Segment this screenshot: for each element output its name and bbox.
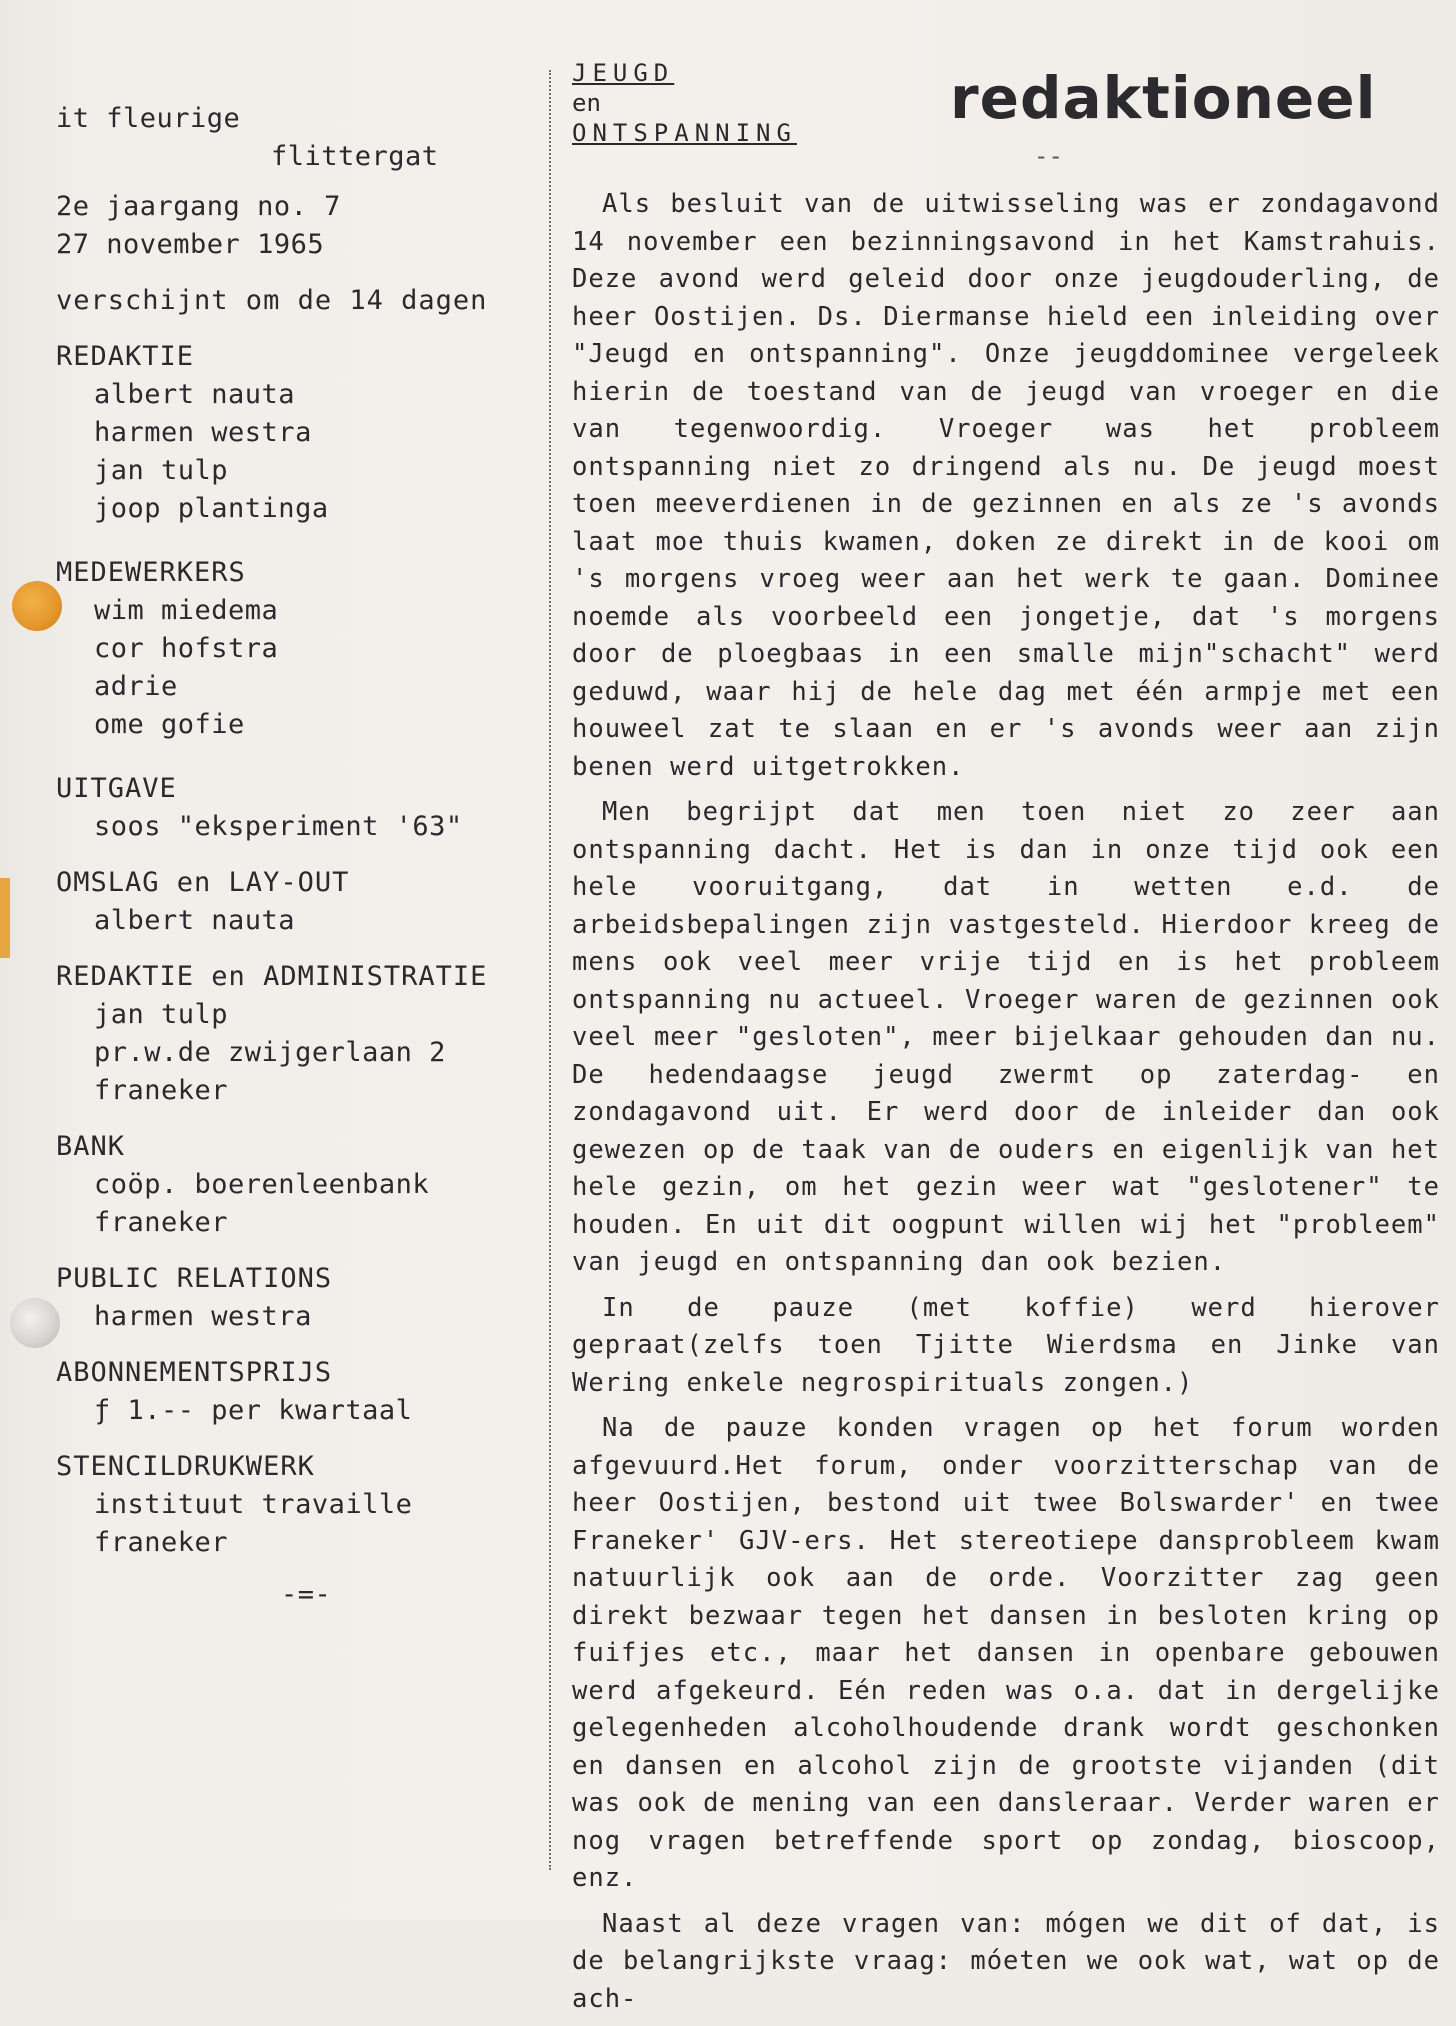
colophon	[56, 100, 536, 1614]
section-line: pr.w.de zwijgerlaan 2	[94, 1037, 446, 1068]
section-heading: ABONNEMENTSPRIJS	[56, 1357, 333, 1388]
closing-mark: -=-	[281, 1579, 332, 1610]
section-line: franeker	[94, 1207, 229, 1238]
article-paragraph: In de pauze (met koffie) werd hierover gepraat(zelfs toen Tjitte Wierdsma en Jinke van Wering enkele negrospirituals zongen.)	[572, 1292, 1440, 1398]
section-line: instituut travaille	[94, 1489, 413, 1520]
article-body	[572, 186, 1440, 2026]
article-paragraph: Na de pauze konden vragen op het forum worden afgevuurd.Het forum, onder voorzitterschap van de heer Oostijen, bestond uit twee Bolswarder' en twee Franeker' GJV-ers. Het stereotiepe dansprobleem kwam natuurlijk ook aan de orde. Voorzitter zag geen direkt bezwaar tegen het dansen in besloten kring op fuifjes etc., maar het dansen in openbare gebouwen werd afgekeurd. Eén reden was o.a. dat in dergelijke gelegenheden alcoholhoudende drank wordt geschonken en dansen en alcohol zijn de grootste vijanden (dit was ook de mening van een dansleraar. Verder waren er nog vragen betreffende sport op zondag, bioscoop, enz.	[572, 1413, 1440, 1893]
section-line: ƒ 1.-- per kwartaal	[94, 1395, 413, 1426]
section-line: albert nauta	[94, 905, 296, 936]
article-heading-line2: en	[572, 89, 601, 117]
section-line: franeker	[94, 1527, 229, 1558]
section-masthead: redaktioneel	[950, 64, 1377, 132]
section-heading: OMSLAG en LAY-OUT	[56, 867, 350, 898]
newsletter-title-line1: it fleurige	[56, 103, 241, 134]
section-line: franeker	[94, 1075, 229, 1106]
section-line: cor hofstra	[94, 633, 279, 664]
section-heading: REDAKTIE en ADMINISTRATIE	[56, 961, 488, 992]
section-line: coöp. boerenleenbank	[94, 1169, 430, 1200]
section-heading: MEDEWERKERS	[56, 557, 246, 588]
section-line: soos "eksperiment '63"	[94, 811, 463, 842]
section-line: harmen westra	[94, 1301, 312, 1332]
section-line: harmen westra	[94, 417, 312, 448]
newsletter-title-line2: flittergat	[271, 141, 439, 172]
article-column	[572, 58, 1440, 2014]
section-line: ome gofie	[94, 709, 245, 740]
section-heading: BANK	[56, 1131, 126, 1162]
section-heading: STENCILDRUKWERK	[56, 1451, 315, 1482]
punch-hole-bottom	[10, 1298, 60, 1348]
section-heading: PUBLIC RELATIONS	[56, 1263, 333, 1294]
punch-hole-top	[12, 581, 62, 631]
column-divider	[549, 70, 551, 1870]
section-heading: REDAKTIE	[56, 341, 195, 372]
issue-date: 27 november 1965	[56, 229, 325, 260]
section-line: adrie	[94, 671, 178, 702]
section-line: jan tulp	[94, 999, 229, 1030]
issue-number: 2e jaargang no. 7	[56, 191, 341, 222]
article-paragraph: Naast al deze vragen van: mógen we dit of dat, is de belangrijkste vraag: móeten we ook wat, wat op de ach-	[572, 1908, 1440, 2014]
article-heading-line3: ONTSPANNING	[572, 119, 797, 147]
section-heading: UITGAVE	[56, 773, 177, 804]
frequency: verschijnt om de 14 dagen	[56, 285, 488, 316]
masthead-dash: --	[1034, 142, 1063, 170]
section-line: jan tulp	[94, 455, 229, 486]
section-line: joop plantinga	[94, 493, 329, 524]
article-paragraph: Als besluit van de uitwisseling was er zondagavond 14 november een bezinningsavond in het Kamstrahuis. Deze avond werd geleid door onze jeugdouderling, de heer Oostijen. Ds. Diermanse hield een inleiding over "Jeugd en ontspanning". Onze jeugddominee vergeleek hierin de toestand van de jeugd van vroeger en die van tegenwoordig. Vroeger was het probleem ontspanning niet zo dringend als nu. De jeugd moest toen meeverdienen in de gezinnen en als ze 's avonds laat moe thuis kwamen, doken ze direkt in de kooi om 's morgens vroeg weer aan het werk te gaan. Dominee noemde als voorbeeld een jongetje, dat 's morgens door de ploegbaas in een smalle mijn"schacht" werd geduwd, waar hij de hele dag met één armpje met een houweel zat te slaan en er 's avonds weer aan zijn benen werd uitgetrokken.	[572, 189, 1440, 782]
section-line: albert nauta	[94, 379, 296, 410]
article-paragraph: Men begrijpt dat men toen niet zo zeer aan ontspanning dacht. Het is dan in onze tijd ook een hele vooruitgang, dat in wetten e.d. de arbeidsbepalingen zijn vastgesteld. Hierdoor kreeg de mens ook veel meer vrije tijd en is het probleem ontspanning nu actueel. Vroeger waren de gezinnen ook veel meer "gesloten", meer bijelkaar gehouden dan nu. De hedendaagse jeugd zwermt op zaterdag- en zondagavond uit. Er werd door de inleider dan ook gewezen op de taak van de ouders en eigenlijk van het hele gezin, om het gezin weer wat "geslotener" te houden. En uit dit oogpunt willen wij het "probleem" van jeugd en ontspanning dan ook bezien.	[572, 797, 1440, 1277]
section-line: wim miedema	[94, 595, 279, 626]
article-heading-line1: JEUGD	[572, 59, 675, 87]
binding-tape	[0, 878, 10, 958]
